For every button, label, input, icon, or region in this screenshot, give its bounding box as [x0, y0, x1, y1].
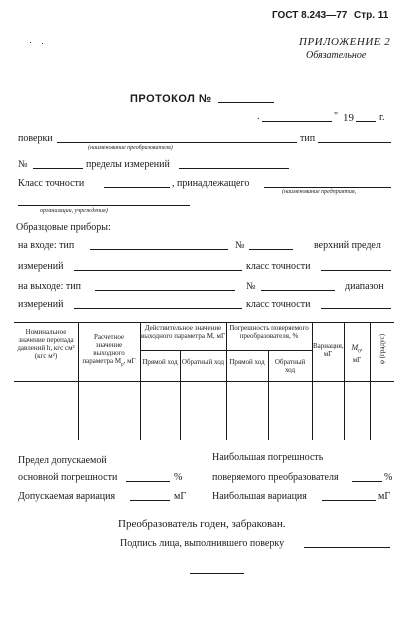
limits-field [179, 168, 289, 169]
enterprise-caption: (наименование предприятия, [282, 189, 357, 195]
enterprise-field [264, 187, 391, 188]
organization-field [18, 205, 190, 206]
output-number-label: № [246, 281, 256, 292]
sub-header-actual-reverse: Обратный ход [181, 358, 225, 366]
range-label: диапазон [345, 281, 384, 292]
output-measurements-label: измерений [18, 299, 64, 310]
col-header-calc-sub: p [121, 362, 124, 368]
largest-error-percent: % [384, 472, 393, 483]
table-header-border [14, 381, 394, 382]
limits-label: пределы измерений [86, 159, 170, 170]
accuracy-class-label: Класс точности [18, 178, 85, 189]
gost-number: ГОСТ 8.243—77 [272, 10, 348, 21]
protocol-number-field [218, 102, 274, 103]
largest-error-label: Наибольшая погрешность [212, 452, 324, 463]
verdict-text: Преобразователь годен, забракован. [118, 518, 286, 530]
largest-error-field [352, 481, 382, 482]
input-number-field [249, 249, 293, 250]
col-header-m0-text: M [351, 343, 359, 352]
scan-speck [42, 43, 43, 44]
sub-header-error-reverse: Обратный ход [274, 358, 306, 374]
table-col-divider [370, 322, 371, 440]
table-top-border [14, 322, 394, 323]
largest-variation-field [322, 500, 376, 501]
largest-variation-unit: мГ [378, 491, 391, 502]
date-year: 19 [343, 112, 354, 124]
col-header-m0-sub: 0 [358, 349, 361, 355]
col-header-m0-unit: мГ [352, 356, 362, 365]
sub-header-actual-forward: Прямой ход [142, 358, 178, 366]
page-number: Стр. 11 [354, 10, 389, 21]
input-measurements-field [74, 270, 242, 271]
output-accuracy-label: класс точности [246, 299, 311, 310]
signature-label: Подпись лица, выполнившего поверку [120, 538, 285, 549]
number-label: № [18, 159, 28, 170]
main-error-field [126, 481, 170, 482]
main-error-percent: % [174, 472, 183, 483]
appendix-subtitle: Обязательное [306, 50, 367, 61]
type-field [318, 142, 391, 143]
appendix-title: ПРИЛОЖЕНИЕ 2 [299, 36, 391, 48]
main-error-label: основной погрешности [18, 472, 118, 483]
verification-label: поверки [18, 133, 53, 144]
col-header-calc-unit: , мГ [123, 357, 136, 365]
date-year-field [356, 121, 376, 122]
output-type-label: на выходе: тип [18, 281, 81, 292]
col-header-calc [80, 333, 138, 369]
table-col-divider [312, 322, 313, 440]
protocol-title: ПРОТОКОЛ № [130, 93, 212, 105]
output-measurements-field [74, 308, 242, 309]
verified-converter-label: поверяемого преобразователя [212, 472, 339, 483]
output-type-field [95, 290, 235, 291]
input-measurements-label: измерений [18, 261, 64, 272]
allowed-variation-unit: мГ [174, 491, 187, 502]
input-type-field [90, 249, 228, 250]
sub-header-error-forward: Прямой ход [229, 358, 265, 366]
allowed-variation-field [130, 500, 170, 501]
col-header-calc-text: Расчетное значение выходного параметра M [82, 333, 125, 365]
input-accuracy-label: класс точности [246, 261, 311, 272]
col-header-nominal: Номинальное значение перепада давлений h, кгс см² (кгс м²) [17, 328, 75, 360]
table-col-divider [78, 322, 79, 440]
organization-caption: организации, учреждения) [40, 208, 108, 214]
signature-field [304, 547, 390, 548]
col-header-m0: $M_0$, мГ [351, 343, 363, 365]
accuracy-class-field [104, 187, 170, 188]
date-suffix: г. [379, 112, 385, 123]
col-header-error: Погрешность поверяемого преобразователя, % [229, 324, 309, 340]
col-header-actual: Действительное значение выходного параметра M, мГ [141, 324, 225, 340]
col-header-variation: Вариация, мГ [313, 342, 344, 358]
converter-name-caption: (наименование преобразователя) [88, 145, 173, 151]
scan-speck [30, 42, 31, 43]
date-day-month-field [262, 121, 332, 122]
col-header-angle: φ (градус) [378, 333, 386, 365]
date-dot: . [257, 111, 260, 122]
allowed-variation-label: Допускаемая вариация [18, 491, 116, 502]
type-label: тип [300, 133, 316, 144]
number-field [33, 168, 83, 169]
table-col-divider [344, 322, 345, 440]
allowed-limit-label: Предел допускаемой [18, 455, 107, 466]
instruments-title: Образцовые приборы: [16, 222, 111, 233]
date-quote: " [334, 111, 339, 122]
largest-variation-label: Наибольшая вариация [212, 491, 307, 502]
converter-name-field [57, 142, 297, 143]
upper-limit-label: верхний предел [314, 240, 381, 251]
input-accuracy-field [321, 270, 391, 271]
belonging-label: , принадлежащего [172, 178, 250, 189]
input-number-label: № [235, 240, 245, 251]
output-number-field [261, 290, 335, 291]
end-rule [190, 573, 244, 574]
input-type-label: на входе: тип [18, 240, 75, 251]
